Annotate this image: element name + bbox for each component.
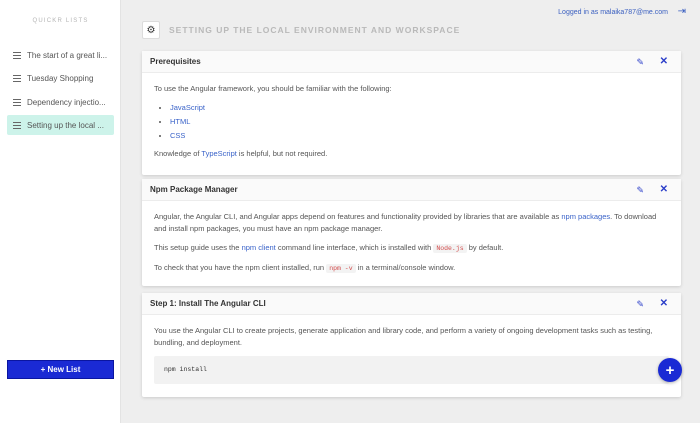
logged-in-user[interactable]: Logged in as malaika787@me.com	[558, 9, 668, 16]
html-link[interactable]: HTML	[170, 117, 191, 126]
text: is helpful, but not required.	[236, 149, 328, 158]
card-title: Prerequisites	[150, 57, 201, 66]
text: command line interface, which is installed with	[275, 243, 434, 252]
card-body	[142, 201, 681, 275]
inline-code: Node.js	[433, 244, 466, 253]
javascript-link[interactable]: JavaScript	[170, 103, 206, 112]
new-list-button[interactable]: + New List	[7, 360, 114, 379]
code-block: npm install	[154, 356, 669, 384]
note-card-prerequisites	[142, 51, 681, 175]
card-title: Npm Package Manager	[150, 185, 238, 194]
sidebar-item-label: The start of a great li...	[27, 50, 108, 60]
text: To check that you have the npm client installed, run	[154, 263, 327, 272]
edit-icon[interactable]: ✎	[636, 57, 644, 67]
card-header	[142, 293, 681, 315]
edit-icon[interactable]: ✎	[636, 185, 644, 195]
close-icon[interactable]: ✕	[659, 298, 668, 309]
card-paragraph	[154, 262, 669, 275]
gear-icon: ⚙	[146, 24, 156, 36]
card-body	[142, 73, 681, 160]
text: . To download and install npm packages, you must have an npm package manager.	[154, 212, 657, 233]
logout-icon[interactable]: ⇥	[677, 6, 686, 17]
card-title: Step 1: Install The Angular CLI	[150, 299, 266, 308]
close-icon[interactable]: ✕	[659, 184, 668, 195]
list-icon	[13, 75, 21, 82]
inline-code: npm -v	[326, 264, 355, 273]
note-card-install-cli	[142, 293, 681, 397]
edit-icon[interactable]: ✎	[636, 299, 644, 309]
sidebar-title: QUICKR LISTS	[32, 18, 89, 24]
npm-packages-link[interactable]: npm packages	[561, 212, 611, 221]
card-paragraph: You use the Angular CLI to create projects, generate application and library code, and perform a variety of ongoing development tasks such as testing, bundling, and deployment.	[154, 326, 653, 347]
sidebar-item-list-2[interactable]	[7, 68, 114, 88]
card-paragraph	[154, 242, 669, 255]
card-header	[142, 179, 681, 201]
text: This setup guide uses the	[154, 243, 242, 252]
npm-client-link[interactable]: npm client	[241, 243, 276, 252]
list-item	[170, 116, 669, 128]
sidebar-item-label: Tuesday Shopping	[27, 73, 94, 83]
text: by default.	[466, 243, 504, 252]
text: in a terminal/console window.	[355, 263, 456, 272]
css-link[interactable]: CSS	[170, 131, 186, 140]
list-icon	[13, 52, 21, 59]
list-icon	[13, 122, 21, 129]
settings-button[interactable]	[142, 21, 160, 39]
sidebar-item-list-4[interactable]	[7, 115, 114, 135]
close-icon[interactable]: ✕	[659, 56, 668, 67]
sidebar-item-list-3[interactable]	[7, 92, 114, 112]
add-note-button[interactable]: +	[658, 358, 682, 382]
card-body	[142, 315, 681, 384]
text: Angular, the Angular CLI, and Angular apps depend on features and functionality provided by libraries that are available as	[154, 212, 562, 221]
sidebar-item-label: Setting up the local ...	[27, 120, 104, 130]
prerequisites-list	[154, 102, 669, 142]
list-item	[170, 130, 669, 142]
card-paragraph	[154, 211, 669, 235]
sidebar-item-label: Dependency injectio...	[27, 97, 106, 107]
list-item	[170, 102, 669, 114]
page-title: SETTING UP THE LOCAL ENVIRONMENT AND WORKSPACE	[169, 25, 461, 35]
list-icon	[13, 99, 21, 106]
card-paragraph: To use the Angular framework, you should be familiar with the following:	[154, 84, 392, 93]
card-paragraph	[154, 148, 669, 160]
typescript-link[interactable]: TypeScript	[201, 149, 237, 158]
note-card-npm	[142, 179, 681, 286]
sidebar	[0, 0, 121, 423]
text: Knowledge of	[154, 149, 202, 158]
card-header	[142, 51, 681, 73]
sidebar-item-list-1[interactable]	[7, 45, 114, 65]
